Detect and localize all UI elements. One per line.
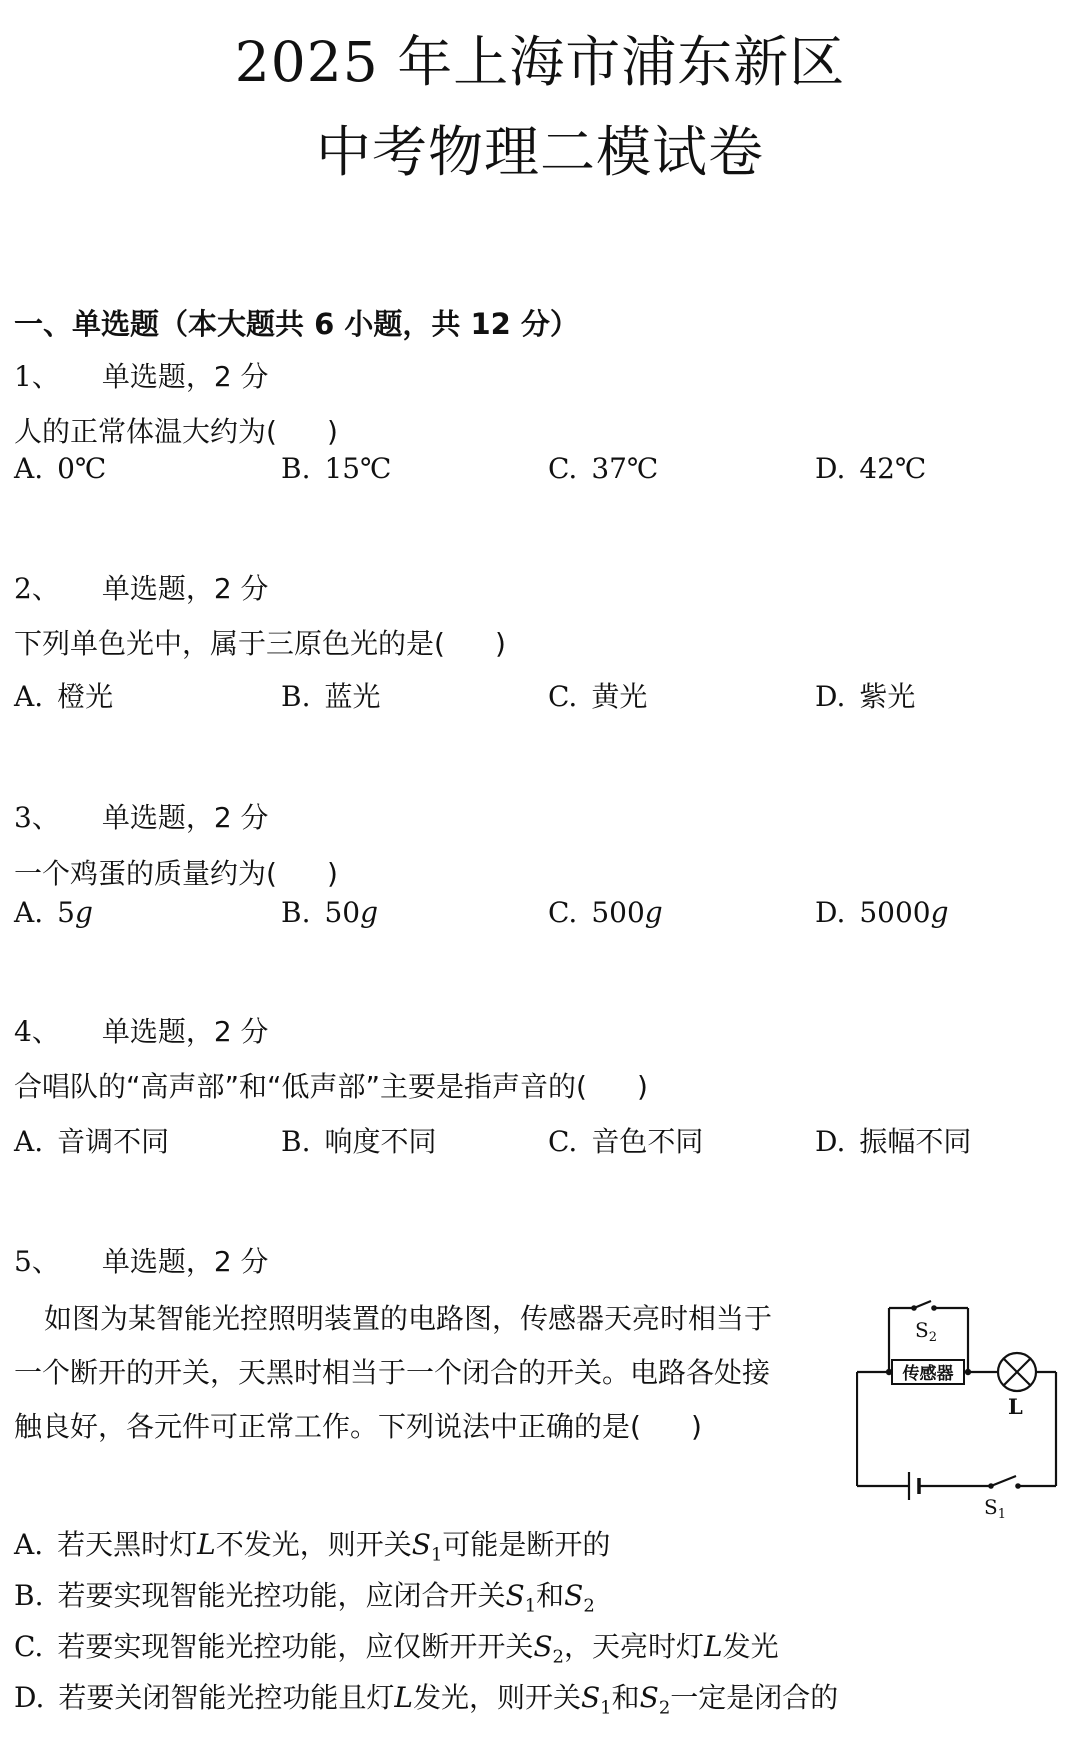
question-type: 单选题，2 分 (101, 801, 269, 834)
question-number: 5、 (14, 1245, 60, 1278)
q4-option-b[interactable] (281, 1120, 437, 1160)
option-letter: D. (815, 680, 846, 713)
option-text: 发光 (722, 1630, 779, 1663)
option-letter: D. (815, 896, 846, 929)
question-number: 2、 (14, 572, 60, 605)
stem-text: 人的正常体温大约为( (14, 415, 277, 448)
stem-end: ) (326, 415, 338, 448)
stem-text: 合唱队的“高声部”和“低声部”主要是指声音的( (14, 1070, 587, 1103)
option-text: 和 (536, 1579, 565, 1612)
option-letter: B. (281, 1125, 311, 1158)
option-var: S (533, 1630, 553, 1663)
question-4-stem (14, 1065, 648, 1105)
stem-end: ) (636, 1070, 648, 1103)
option-letter: C. (548, 452, 578, 485)
option-letter: A. (14, 1125, 44, 1158)
option-unit: g (360, 896, 379, 929)
question-type: 单选题，2 分 (101, 360, 269, 393)
option-letter: B. (281, 896, 311, 929)
stem-end: ) (326, 857, 338, 890)
q5-option-b[interactable] (14, 1574, 595, 1617)
question-number: 3、 (14, 801, 60, 834)
option-letter: D. (815, 452, 846, 485)
option-text: 发光，则开关 (412, 1681, 581, 1714)
question-4-header (14, 1010, 269, 1050)
option-text: 一定是闭合的 (670, 1681, 839, 1714)
question-5-stem-line1: 如图为某智能光控照明装置的电路图，传感器天亮时相当于 (44, 1302, 773, 1335)
option-text: 和 (611, 1681, 640, 1714)
option-unit: g (644, 896, 663, 929)
option-text: 音色不同 (591, 1125, 704, 1158)
option-letter: A. (14, 452, 44, 485)
question-3-header (14, 796, 269, 836)
option-text: 若要关闭智能光控功能且灯 (58, 1681, 395, 1714)
question-1-header (14, 355, 269, 395)
option-letter: C. (548, 680, 578, 713)
question-3-stem (14, 852, 338, 892)
option-text: 响度不同 (324, 1125, 437, 1158)
option-value: 500 (591, 896, 645, 929)
option-value: 5 (57, 896, 75, 929)
option-text: 可能是断开的 (442, 1528, 611, 1561)
option-value: 5000 (859, 896, 931, 929)
option-var: L (704, 1630, 723, 1663)
option-unit: g (930, 896, 949, 929)
q1-option-c[interactable] (548, 452, 658, 485)
option-text: 37℃ (591, 452, 659, 485)
option-text: 橙光 (57, 680, 114, 713)
option-text: 紫光 (859, 680, 916, 713)
option-text: 振幅不同 (859, 1125, 972, 1158)
switch-contact (911, 1305, 917, 1311)
option-var: L (197, 1528, 216, 1561)
option-sub: 2 (552, 1646, 564, 1668)
q2-option-b[interactable] (281, 675, 381, 715)
question-5-header (14, 1240, 269, 1280)
option-letter: C. (548, 1125, 578, 1158)
option-letter: D. (14, 1681, 45, 1714)
question-5-stem-line3 (14, 1405, 702, 1445)
option-text: ，天亮时灯 (563, 1630, 704, 1663)
option-sub: 1 (524, 1595, 537, 1617)
option-unit: g (74, 896, 93, 929)
q5-option-d[interactable] (14, 1676, 838, 1719)
stem-end: ) (690, 1410, 702, 1443)
option-letter: B. (281, 680, 311, 713)
stem-end: ) (494, 627, 506, 660)
question-type: 单选题，2 分 (101, 1245, 269, 1278)
sensor-label: 传感器 (902, 1364, 954, 1384)
option-text: 音调不同 (57, 1125, 170, 1158)
question-1-stem (14, 410, 338, 450)
q5-option-a[interactable] (14, 1523, 610, 1566)
question-number: 1、 (14, 360, 60, 393)
switch-s2-label: $S_2$ (915, 1318, 937, 1345)
option-letter: B. (281, 452, 311, 485)
question-type: 单选题，2 分 (101, 572, 269, 605)
option-sub: 1 (430, 1544, 443, 1566)
switch-s1-blade (991, 1476, 1016, 1486)
option-var: S (564, 1579, 584, 1612)
option-text: 不发光，则开关 (215, 1528, 412, 1561)
q1-option-a[interactable] (14, 452, 106, 485)
q4-option-a[interactable] (14, 1120, 169, 1160)
page-title-line1: 2025 年上海市浦东新区 (234, 30, 846, 94)
option-letter: A. (14, 896, 44, 929)
q3-option-d[interactable] (815, 896, 949, 929)
switch-contact (1015, 1483, 1021, 1489)
option-text: 蓝光 (324, 680, 381, 713)
lamp-label: L (1008, 1394, 1023, 1419)
q2-option-d[interactable] (815, 675, 915, 715)
option-text: 15℃ (324, 452, 392, 485)
q4-option-d[interactable] (815, 1120, 971, 1160)
stem-text: 触良好，各元件可正常工作。下列说法中正确的是( (14, 1410, 641, 1443)
question-5-stem-line2: 一个断开的开关，天黑时相当于一个闭合的开关。电路各处接 (14, 1356, 771, 1389)
q2-option-a[interactable] (14, 675, 113, 715)
option-letter: A. (14, 680, 44, 713)
stem-text: 下列单色光中，属于三原色光的是( (14, 627, 445, 660)
option-text: 若要实现智能光控功能，应闭合开关 (57, 1579, 506, 1612)
q1-option-b[interactable] (281, 452, 391, 485)
option-text: 若天黑时灯 (57, 1528, 198, 1561)
option-sub: 2 (658, 1697, 671, 1719)
option-var: S (580, 1681, 601, 1714)
option-sub: 1 (600, 1697, 612, 1719)
circuit-diagram (856, 1300, 1068, 1520)
option-var: S (505, 1579, 525, 1612)
q2-option-c[interactable] (548, 675, 647, 715)
q3-option-b[interactable] (281, 896, 378, 929)
junction-dot (886, 1369, 892, 1375)
q5-option-c[interactable] (14, 1625, 779, 1668)
option-text: 黄光 (591, 680, 648, 713)
question-type: 单选题，2 分 (101, 1015, 269, 1048)
q3-option-a[interactable] (14, 896, 93, 929)
option-letter: D. (815, 1125, 846, 1158)
junction-dot (965, 1369, 971, 1375)
page-title-line2: 中考物理二模试卷 (315, 120, 764, 184)
option-text: 42℃ (859, 452, 927, 485)
option-var: S (411, 1528, 431, 1561)
option-value: 50 (324, 896, 361, 929)
option-sub: 2 (583, 1595, 595, 1617)
section-heading: 一、单选题（本大题共 6 小题，共 12 分） (14, 307, 579, 341)
option-letter: A. (14, 1528, 44, 1561)
switch-s1-label: $S_1$ (984, 1495, 1006, 1520)
switch-contact (988, 1483, 994, 1489)
option-letter: C. (548, 896, 578, 929)
option-var: L (394, 1681, 413, 1714)
q4-option-c[interactable] (548, 1120, 703, 1160)
option-letter: B. (14, 1579, 44, 1612)
question-2-stem (14, 622, 506, 662)
q1-option-d[interactable] (815, 452, 926, 485)
option-var: S (639, 1681, 659, 1714)
option-text: 若要实现智能光控功能，应仅断开开关 (57, 1630, 534, 1663)
question-number: 4、 (14, 1015, 60, 1048)
stem-text: 一个鸡蛋的质量约为( (14, 857, 277, 890)
option-letter: C. (14, 1630, 44, 1663)
q3-option-c[interactable] (548, 896, 663, 929)
switch-contact (931, 1305, 937, 1311)
question-2-header (14, 567, 269, 607)
option-text: 0℃ (57, 452, 107, 485)
